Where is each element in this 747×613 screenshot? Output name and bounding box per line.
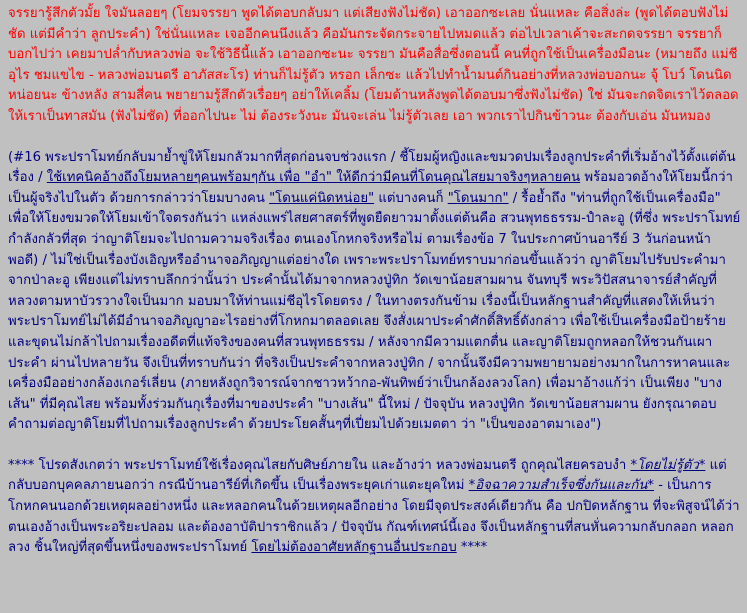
commentary-underlined-technique: ใช้เทคนิคอ้างถึงโยมหลายๆคนพร้อมๆกัน เพื่อ "อำ" ให้ดีกว่ามีคนที่โดนคุณไสยมาจริงๆหลายคน [46,170,581,186]
note-end-marker: **** [460,540,488,556]
commentary-body: / รื้อย้ำถึง "ท่านที่ถูกใช้เป็นเครื่องมือ" เพื่อให้โยงขมวดให้โยมเข้าใจตรงกันว่า แหล่งแพร่ไสยศาสตร์ที่พูดยืดยาวมาตั้งแต่ต้นคือ สวนพุทธธรรม-ปำละอู (ที่ซึ่ง พระปราโมทย์กำลังกลัวที่สุด ว่าญาติโยมจะไปถามความจริงเรื่อง ตนเองโกหกจริงหรือไม่ ตามเรื่องข้อ 7 ในประกาศบ้านอารีย์ 3 วันก่อนหน้า พอดี) / ไม่ใช่เป็นเรื่องบังเอิญหรืออำนาจอภิญญาแต่อย่างใด เพราะพระปราโมทย์ทราบมาก่อนขึ้นแล้วว่า ญาติโยมไปรับประคำมาจากป่าละอู เพียงแต่ไม่ทราบลึกกว่านั้นว่า ประคำนั้นได้มาจากหลวงปู่ทิก วัดเขาน้อยสามผาน จันทบุรี พระวิปัสสนาจารย์สำคัญที่หลวงตามหาบัวรวางใจเป็นมาก มอบมาให้ท่านแม่ชีอุไรโดยตรง / ในทางตรงกันข้าม เรื่องนี้เป็นหลักฐานสำคัญที่แสดงให้เห็นว่า พระปราโมทย์ไม่ได้มีอำนาจอภิญญาอะไรอย่างที่โกหกมาตลอดเลย จึงสั่งเผาประคำศักดิ์สิทธิ์ดังกล่าว เพื่อใช้เป็นเครื่องมือป้ายร้าย และขุดนไม่กล้าไปถามเรื่องอดีตที่แท้จริงของคนที่สวนพุทธธรรม / หลังจากมีความแตกตื่น และญาติโยมถูกหลอกให้ชวนกันเผาประคำ ผ่านไปหลายวัน จึงเป็นที่ทราบกันว่า ที่จริงเป็นประคำจากหลวงปู่ทิก / จากนั้นจึงมีความพยายามอย่างมากในการหาคนและเครื่องมืออย่างกล้องเกอร์เลี่ยน (ภายหลังถูกวิจารณ์จากชาวหว้ากอ-พันทิพย์ว่าเป็นกล้องลวงโลก) เพื่อมาอ้างแก้ว่า เป็นเพียง "บางเส้น" ที่มีคุณไสย พร้อมทั้งร่วมกันกุเรื่องที่มาของประคำ "บางเส้น" นี้ใหม่ / ปัจจุบัน หลวงปู่ทิก วัดเขาน้อยสามผาน ยังกรุณาตอบคำถามต่อญาติโยมที่ไปถามเรื่องลูกประคำ ด้วยประโยคสั้นๆที่เปี่ยมไปด้วยเมตตา ว่า "เป็นของอาตมาเอง") [8,190,741,433]
note-text: แต่กลับบอกบุคคลภายนอกว่า กรณีบ้านอารีย์ที่เกิดขึ้น เป็นเรื่องพระยุคเก่าแตะยุคใหม่ [8,457,727,494]
commentary-text: แต่บางคนก็ [378,190,444,206]
commentary-paragraph [8,148,741,436]
note-body: - เป็นการโกหกคนนอกด้วยเหตุผลอย่างหนึ่ง และหลอกคนในด้วยเหตุผลอีกอย่าง โดยมีจุดประสงค์เดียวกัน คือ ปกปิดหลักฐาน ที่จะพิสูจน์ได้ว่าตนเองอ้างเป็นพระอริยะปลอม และต้องอาบัติปาราชิกแล้ว / ปัจจุบัน กัณฑ์เทศน์นี้เอง จึงเป็นหลักฐานที่สนหั่นความกลับกลอก หลอกลวง ชิ้นใหญ่ที่สุดขึ้นหนึ่งของพระปราโมทย์ [8,478,740,556]
note-emphasis-unaware: *โดยไม่รู้ตัว* [630,457,706,473]
note-intro: **** โปรดสังเกตว่า พระปราโมทย์ใช้เรื่องคุณไสยกับศิษย์ภายใน และอ้างว่า หลวงพ่อมนตรี ถูกคุณไสยครอบงำ [8,457,627,473]
commentary-underlined-little: "โดนแค่นิดหน่อย" [269,190,375,206]
note-paragraph [8,456,741,559]
commentary-intro: (#16 พระปราโมทย์กลับมาย้ำขู่ให้โยมกลัวมากที่สุดก่อนจบช่วงแรก / ชี้โยมผู้หญิงและขมวดปมเรื่องลูกประคำที่เริ่มอ้างไว้ตั้งแต่ต้นเรื่อง / [8,149,736,186]
sermon-quote-text: จรรยารู้สึกตัวมั้ย ใจมันลอยๆ (โยมจรรยา พูดได้ตอบกลับมา แต่เสียงฟังไม่ชัด) เอาออกซะเลย นั่นแหละ คือสิ่งล่ะ (พูดได้ตอบฟังไม่ชัด แต่มีคำว่า ลูกประคำ) ใช่นั่นแหละ เจออีกคนนึงแล้ว คือมันกระจัดกระจายไปหมดแล้ว ต่อไปเวลาเค้าจะสะกดจรรยา จรรยาก็บอกไปว่า เคยมาปล่ำกับหลวงพ่อ จะใช้วิธีนี้แล้ว เอาออกซะนะ จรรยา มันคือสื่อซึ่งตอนนี้ คนที่ถูกใช้เป็นเครื่องมือนะ (หมายถึง แม่ชีอุไร ชมแขไข - หลวงพ่อมนตรี อาภัสสะโร) [8,6,738,83]
sermon-quote-paragraph [8,4,741,128]
sermon-quote-text-cont: ท่านก็ไม่รู้ตัว หรอก เล็กซะ แล้วไปทำน้ำมนต์กินอย่างที่หลวงพ่อบอกนะ จุ้ โบว์ โดนนิดหน่อยนะ ข้างหลัง สามสี่คน พยายามรู้สึกตัวเรื่อยๆ อย่าให้เคลิ้ม (โยมด้านหลังพูดได้ตอบมาซึ่งฟังไม่ชัด) ใช่ มันจะกดจิตเราไว้ตลอดให้เราเป็นทาสมัน (ฟังไม่ชัด) ที่ออกไปนะ ไม่ ต้องระวังนะ มันจะเล่น ไม่รู้ตัวเลย เอา พวกเราไปกินข้าวนะ ต้องกับเอ่น มันหมอง [8,67,739,124]
note-emphasis-envy: *อิจฉาความสำเร็จซึ่งกันและกัน* [468,478,655,494]
commentary-text: พร้อมอวดอ้างให้โยมนี้กว่าเป็นผู้จริงไปในตัว ด้วยการกล่าวว่าโยมบางคน [8,170,733,206]
commentary-underlined-much: "โดนมาก" [447,190,509,206]
note-underlined-conclusion: โดยไม่ต้องอาศัยหลักฐานอื่นประกอบ [251,540,457,556]
